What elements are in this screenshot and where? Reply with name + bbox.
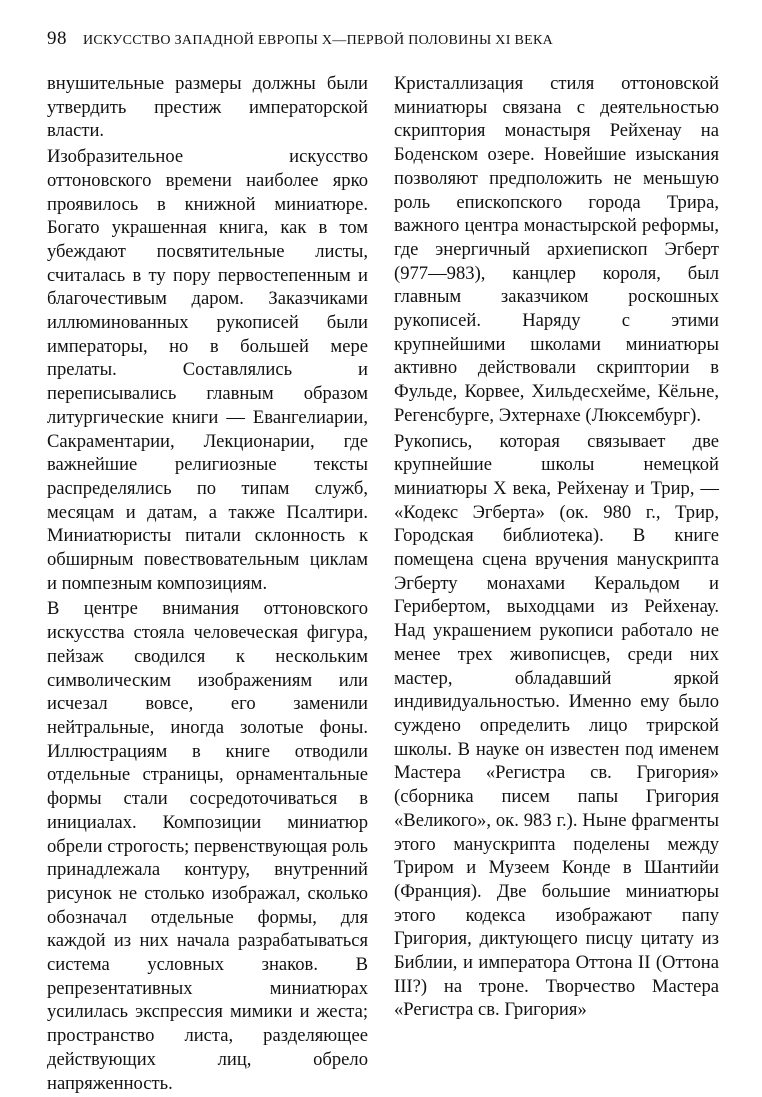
paragraph: В центре внимания оттоновского искусства стояла человеческая фигура, пейзаж сводился к нескольким символическим изображениям или исчезал вовсе, его заменили нейтральные, иногда золотые фоны. Иллюстрациям в книге отводили отдельные страницы, орнаментальные формы стали сосредоточиваться в инициалах. Композиции миниатюр обрели строгость; первенствующая роль принадлежала контуру, внутренний рисунок не столько изображал, сколько обозначал отдельные формы, для каждой из них начала разрабатываться система условных знаков. В репрезентативных миниатюрах усилилась экспрессия мимики и жеста; пространство листа, разделяющее действующих лиц, обрело напряженность. bbox=[47, 598, 368, 1094]
paragraph: Рукопись, которая связывает две крупнейшие школы немецкой миниатюры X века, Рейхенау и Трир, — «Кодекс Эгберта» (ок. 980 г., Трир, Городская библиотека). В книге помещена сцена вручения манускрипта Эгберту монахами Керальдом и Герибертом, выходцами из Рейхенау. Над украшением рукописи работало не менее трех живописцев, среди них мастер, обладавший яркой индивидуальностью. Именно ему было суждено определить лицо трирской школы. В науке он известен под именем Мастера «Регистра св. Григория» (сборника писем папы Григория «Великого», ок. 983 г.). Ныне фрагменты этого манускрипта поделены между Триром и Музеем Конде в Шантийи (Франция). Две большие миниатюры этого кодекса изображают папу Григория, диктующего писцу цитату из Библии, и императора Оттона II (Оттона III?) на троне. Творчество Мастера «Регистра св. Григория» bbox=[394, 430, 719, 1021]
paragraph: Кристаллизация стиля оттоновской миниатюры связана с деятельностью скриптория монастыря Рейхенау на Боденском озере. Новейшие изыскания позволяют предположить не меньшую роль епископского города Трира, важного центра монастырской реформы, где энергичный архиепископ Эгберт (977—983), канцлер короля, был главным заказчиком роскошных рукописей. Наряду с этими крупнейшими школами миниатюры активно действовали скриптории в Фульде, Корвее, Хильдесхейме, Кёльне, Регенсбурге, Эхтернахе (Люксембург). bbox=[394, 73, 719, 426]
page-number: 98 bbox=[47, 28, 67, 49]
text-column-left bbox=[47, 72, 368, 1097]
paragraph: Изобразительное искусство оттоновского времени наиболее ярко проявилось в книжной миниатюре. Богато украшенная книга, как в том убеждают посвятительные листы, считалась в ту пору первостепенным и благочестивым даром. Заказчиками иллюминованных рукописей были императоры, но в большей мере прелаты. Составлялись и переписывались главным образом литургические книги — Евангелиарии, Сакраментарии, Лекционарии, где важнейшие религиозные тексты распределялись по типам служб, месяцам и датам, а также Псалтири. Миниатюристы питали склонность к обширным повествовательным циклам и помпезным композициям. bbox=[47, 146, 368, 594]
page-header bbox=[47, 28, 727, 54]
paragraph: внушительные размеры должны были утвердить престиж императорской власти. bbox=[47, 73, 368, 142]
running-head: ИСКУССТВО ЗАПАДНОЙ ЕВРОПЫ X—ПЕРВОЙ ПОЛОВИНЫ XI ВЕКА bbox=[83, 33, 554, 48]
text-column-right bbox=[394, 72, 719, 1024]
